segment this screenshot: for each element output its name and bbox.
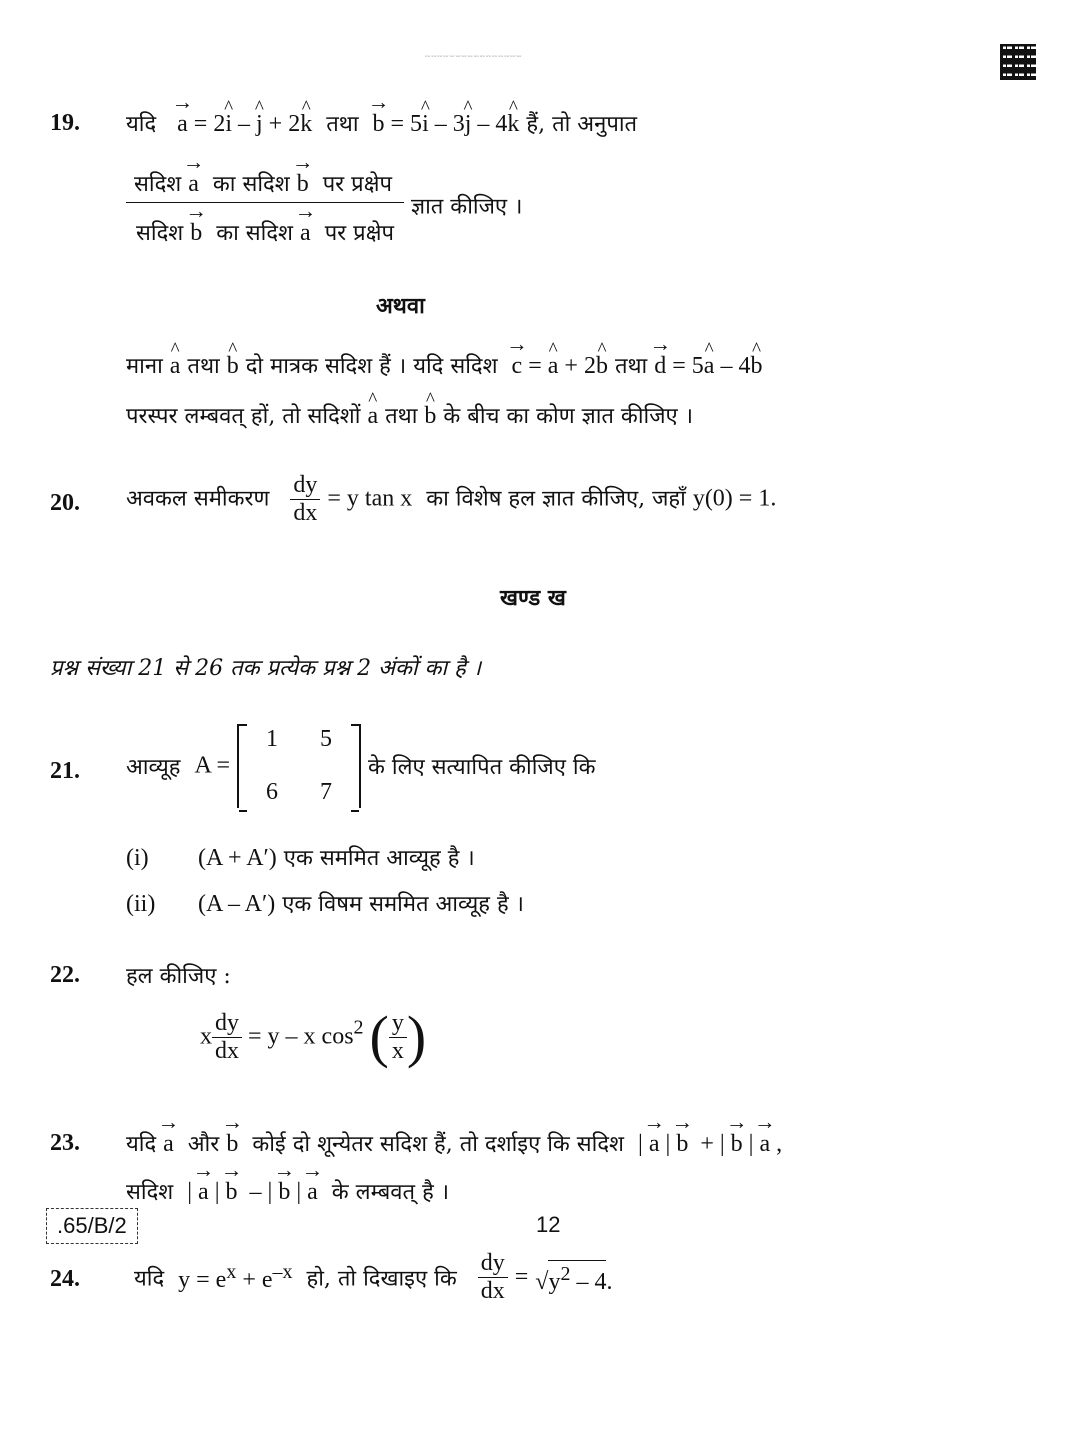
q19-alt-line1: माना ^ a तथा ^ b दो मात्रक सदिश हैं । यदि सदिश → c = ^ a + 2^ b तथा → d = 5^ a – 4^ b [126, 350, 762, 380]
q19-line1: यदि → a = 2^ i – ^ j + 2^ k तथा → b = 5^ i – 3^ j – 4^ k हैं, तो अनुपात [126, 108, 637, 138]
q22-instruction: हल कीजिए : [126, 964, 231, 989]
q20-line: अवकल समीकरण $\frac{dy}{dx}$ = y tan x का विशेष हल ज्ञात कीजिए, जहाँ y(0) = 1. [126, 472, 777, 526]
q23-line2: सदिश | → a | → b – | → b | → a के लम्बवत् है । [126, 1176, 449, 1206]
q19-or: अथवा [376, 293, 425, 319]
q22-equation: x $\frac{dy}{dx}$ = y – x $\cos^2$ ( $\frac{y}{x}$ ) [200, 1004, 427, 1069]
q19-ratio: $\frac{\text{सदिश → a का सदिश → b पर प्रक्षेप}}{\text{सदिश → b का सदिश → a पर प्रक्षेप}}$ ज्ञात कीजिए । [126, 168, 522, 247]
q21-line: आव्यूह A = 1 5 6 7 के लिए सत्यापित कीजिए कि [126, 724, 595, 808]
q24-line: यदि $y = e^x + e^{-x}$ हो, तो दिखाइए कि $\frac{dy}{dx}$ = $√y^2 - 4$. [134, 1250, 613, 1304]
q21-number: 21. [50, 758, 80, 784]
matrix-A: 1 5 6 7 [237, 724, 361, 808]
section-instruction: प्रश्न संख्या 21 से 26 तक प्रत्येक प्रश्न 2 अंकों का है । [50, 656, 482, 681]
q24-number: 24. [50, 1266, 80, 1292]
paper-code: .65/B/2 [46, 1208, 138, 1244]
q19-alt-line2: परस्पर लम्बवत् हों, तो सदिशों ^ a तथा ^ b के बीच का कोण ज्ञात कीजिए । [126, 400, 693, 430]
q20-number: 20. [50, 490, 80, 516]
section-title: खण्ड ख [500, 585, 566, 611]
q23-number: 23. [50, 1130, 80, 1156]
q22-number: 22. [50, 962, 80, 988]
q19-number: 19. [50, 110, 80, 136]
q21-part-ii: (ii) (A – A′) एक विषम सममित आव्यूह है । [126, 891, 524, 917]
page-number: 12 [536, 1212, 561, 1237]
q21-part-i: (i) (A + A′) एक सममित आव्यूह है । [126, 845, 475, 871]
qr-code-icon [1000, 44, 1036, 80]
q23-line1: यदि → a और → b कोई दो शून्येतर सदिश हैं, तो दर्शाइए कि सदिश | → a | → b + | → b | → a , [126, 1128, 782, 1158]
header-watermark: ww ww ww ww ww ww ww ww ww ww ww ww ww ww ww ww [425, 54, 522, 58]
